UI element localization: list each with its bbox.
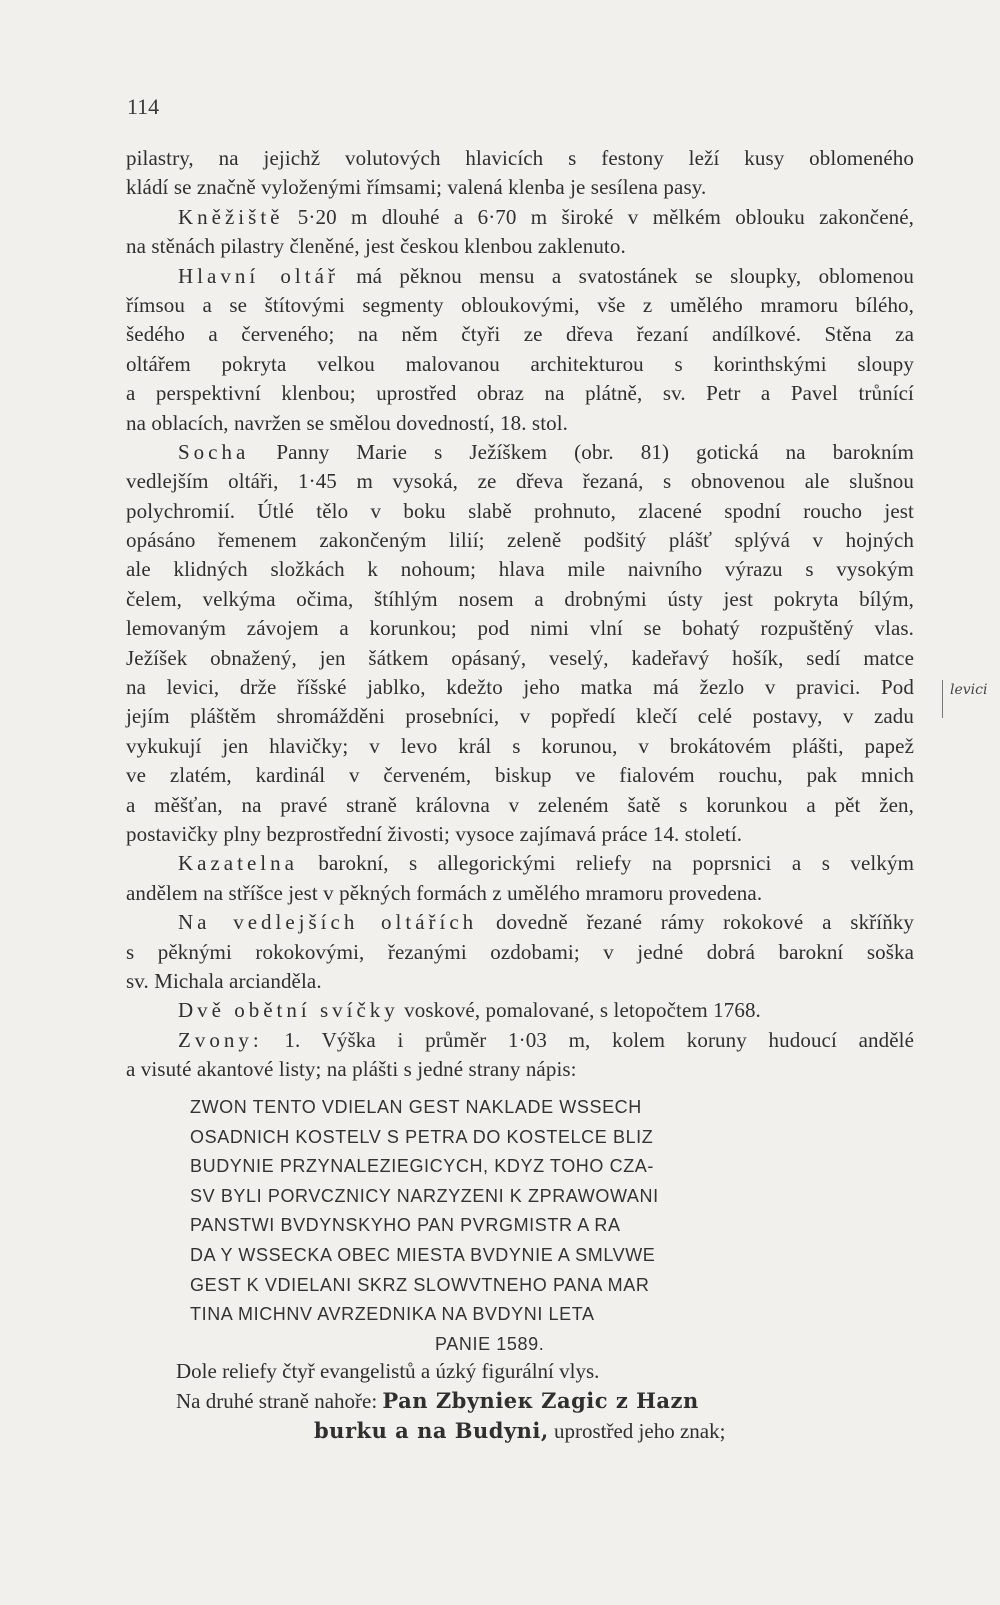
line-text: Na druhé straně nahoře: (176, 1389, 383, 1414)
inscription-line: TINA MICHNV AVRZEDNIKA NA BVDYNI LETA (190, 1304, 595, 1325)
margin-rule (942, 680, 943, 718)
bell-inscription (190, 1093, 800, 1359)
inscription-line: OSADNICH KOSTELV S PETRA DO KOSTELCE BLIZ (190, 1126, 654, 1147)
line-text: 5·20 m dlouhé a 6·70 m široké v mělkém oblouku zakončené, (283, 204, 914, 229)
text-line: Dole reliefy čtyř evangelistů a úzký figurální vlys. (176, 1359, 600, 1383)
inscription-line: SV BYLI PORVCZNICY NARZYZENI K ZPRAWOWANI (190, 1185, 659, 1206)
text-line: polychromií. Útlé tělo v boku slabě prohnuto, zlacené spodní roucho jest (126, 498, 914, 523)
inscription-line: ZWON TENTO VDIELAN GEST NAKLADE WSSECH (190, 1097, 642, 1117)
text-line: s pěknými rokokovými, řezanými ozdobami; v jedné dobrá barokní soška (126, 939, 914, 964)
text-line (126, 438, 914, 467)
margin-note: levici (950, 682, 988, 698)
line-text: barokní, s allegorickými reliefy na poprsnici a s velkým (297, 851, 914, 876)
spaced-heading: Hlavní oltář (178, 263, 339, 288)
line-text: dovedně řezané rámy rokokové a skříňky (477, 910, 914, 935)
text-line: čelem, velkýma očima, štíhlým nosem a drobnými ústy jest pokryta bílým, (126, 586, 914, 611)
line-text: 1. Výška i průměr 1·03 m, kolem koruny hudoucí andělé (262, 1027, 914, 1052)
text-line: postavičky plny bezprostřední živosti; vysoce zajímavá práce 14. století. (126, 821, 743, 846)
inscription-line: GEST K VDIELANI SKRZ SLOWVTNEHO PANA MAR (190, 1274, 650, 1295)
text-line: na levici, drže říšské jablko, kdežto jeho matka má žezlo v pravici. Pod (126, 675, 914, 700)
inscription-line: DA Y WSSECKA OBEC MIESTA BVDYNIE A SMLVWE (190, 1244, 656, 1265)
text-line: vedlejším oltáři, 1·45 m vysoká, ze dřeva řezaná, s obnovenou ale slušnou (126, 469, 914, 494)
text-line: jejím pláštěm shromážděni prosebníci, v popředí klečí celé postavy, v zadu (126, 704, 914, 729)
text-line: kládí se značně vyloženými římsami; valená klenba je sesílena pasy. (126, 175, 707, 200)
text-line: lemovaným závojem a korunkou; pod nimi vlní se bohatý rozpuštěný vlas. (126, 616, 914, 641)
text-line: a visuté akantové listy; na plášti s jedné strany nápis: (126, 1057, 577, 1082)
blackletter-text: burku a na Budyni, (314, 1417, 549, 1443)
text-line (126, 996, 914, 1025)
text-line (126, 1026, 914, 1055)
closing-text (176, 1357, 916, 1445)
page-number: 114 (127, 94, 160, 119)
text-line: ve zlatém, kardinál v červeném, biskup ve fialovém rouchu, pak mnich (126, 763, 914, 788)
line-text: voskové, pomalované, s letopočtem 1768. (398, 998, 761, 1023)
text-line (126, 262, 914, 291)
spaced-heading: Zvony: (178, 1027, 263, 1052)
line-text: Panny Marie s Ježíškem (obr. 81) gotická na barokním (249, 439, 914, 464)
text-line: římsou a se štítovými segmenty obloukovými, vše z umělého mramoru bílého, (126, 292, 914, 317)
spaced-heading: Dvě obětní svíčky (178, 998, 399, 1023)
text-line (126, 203, 914, 232)
text-line: vykukují jen hlavičky; v levo král s korunou, v brokátovém plášti, papež (126, 733, 914, 758)
text-line: oltářem pokryta velkou malovanou architekturou s korinthskými sloupy (126, 351, 914, 376)
inscription-line: BUDYNIE PRZYNALEZIEGICYCH, KDYZ TOHO CZA- (190, 1156, 654, 1177)
text-line (126, 908, 914, 937)
text-line: andělem na stříšce jest v pěkných formách z umělého mramoru provedena. (126, 880, 763, 905)
text-line (176, 1416, 916, 1445)
spaced-heading: Na vedlejších oltářích (178, 910, 478, 935)
text-line: sv. Michala arciandělа. (126, 968, 322, 993)
text-line: šedého a červeného; na něm čtyři ze dřeva řezaní andílkové. Stěna za (126, 322, 914, 347)
text-line: a měšťan, na pravé straně královna v zeleném šatě s korunkou a pět žen, (126, 792, 914, 817)
text-line: ale klidných složkách k nohoum; hlava mile naivního výrazu s vysokým (126, 557, 914, 582)
text-line: na stěnách pilastry členěné, jest českou klenbou zaklenuto. (126, 234, 626, 259)
body-text (126, 144, 914, 1085)
spaced-heading: Kněžiště (178, 204, 284, 229)
spaced-heading: Kazatelna (178, 851, 298, 876)
text-line: a perspektivní klenbou; uprostřed obraz na plátně, sv. Petr a Pavel trůnící (126, 381, 914, 406)
inscription-line: PANSTWI BVDYNSKYHO PAN PVRGMISTR A RA (190, 1215, 621, 1236)
line-text: má pěknou mensu a svatostánek se sloupky, oblomenou (338, 263, 914, 288)
line-text: uprostřed jeho znak; (548, 1418, 726, 1443)
text-line (176, 1386, 916, 1415)
blackletter-text: Pan Zbynieк Zagic z Hazn (382, 1388, 699, 1414)
text-line: na oblacích, navržen se smělou dovedností, 18. stol. (126, 410, 569, 435)
inscription-line: PANIE 1589. (435, 1333, 545, 1354)
text-line: pilastry, na jejichž volutových hlavicích s festony leží kusy oblomeného (126, 146, 914, 170)
text-line: Ježíšek obnažený, jen šátkem opásaný, veselý, kadeřavý hošík, sedí matce (126, 645, 914, 670)
text-line: opásáno řemenem zakončeným lilií; zeleně podšitý plášť splývá v hojných (126, 528, 914, 553)
spaced-heading: Socha (178, 439, 250, 464)
text-line (126, 849, 914, 878)
